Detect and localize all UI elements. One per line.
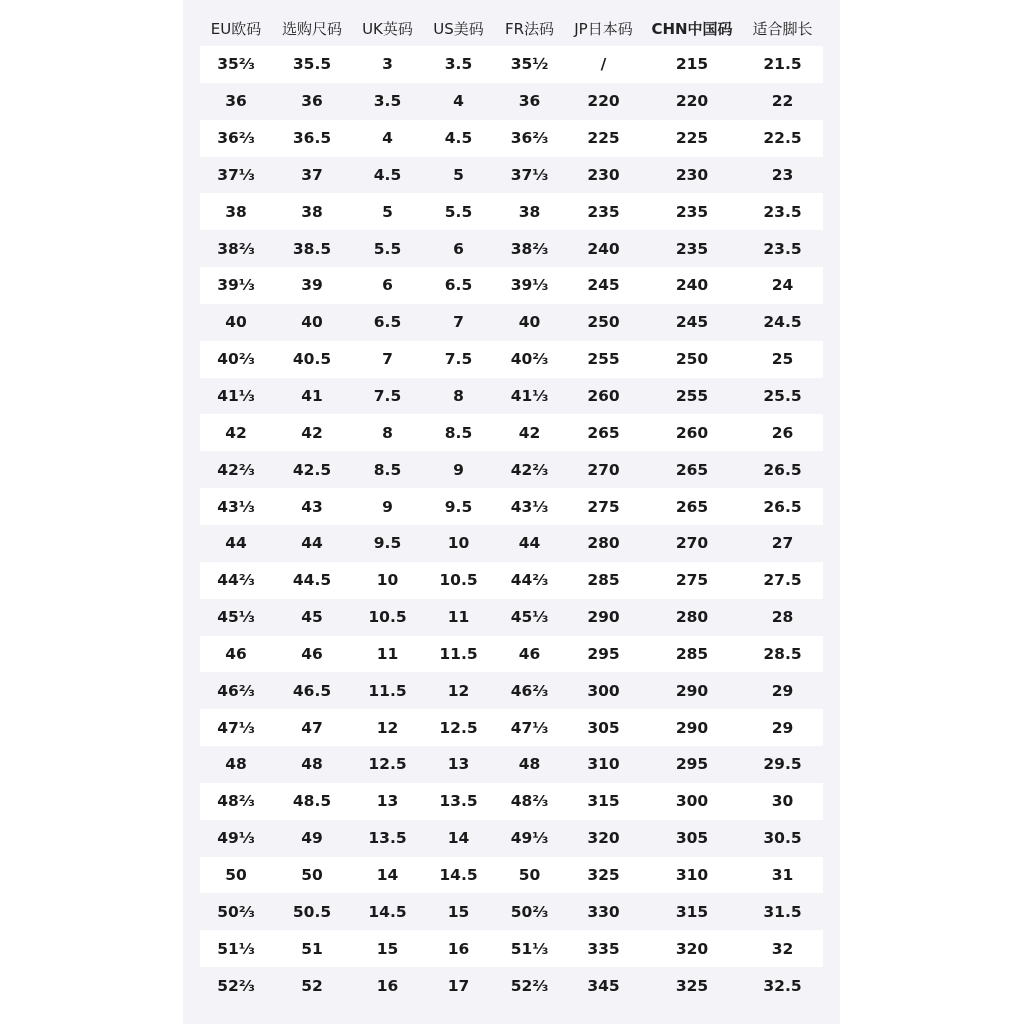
cell-uk-size: 6.5	[352, 304, 423, 341]
cell-chn-size: 230	[642, 157, 742, 194]
cell-eu-size: 46⅔	[200, 672, 272, 709]
cell-foot-length: 31.5	[742, 893, 823, 930]
table-row	[200, 820, 823, 857]
table-row	[200, 341, 823, 378]
cell-uk-size: 8.5	[352, 451, 423, 488]
header-uk: UK英码	[362, 19, 413, 38]
table-row	[200, 746, 823, 783]
cell-eu-size: 47⅓	[200, 709, 272, 746]
cell-foot-length: 27.5	[742, 562, 823, 599]
cell-chn-size: 265	[642, 488, 742, 525]
cell-purchase-size: 51	[272, 930, 352, 967]
cell-purchase-size: 39	[272, 267, 352, 304]
cell-purchase-size: 44.5	[272, 562, 352, 599]
cell-chn-size: 295	[642, 746, 742, 783]
cell-foot-length: 28.5	[742, 636, 823, 673]
cell-uk-size: 14	[352, 857, 423, 894]
cell-eu-size: 40⅔	[200, 341, 272, 378]
cell-foot-length: 26	[742, 414, 823, 451]
cell-chn-size: 260	[642, 414, 742, 451]
cell-uk-size: 10	[352, 562, 423, 599]
cell-fr-size: 40	[494, 304, 565, 341]
cell-jp-size: 225	[565, 120, 642, 157]
cell-purchase-size: 48	[272, 746, 352, 783]
cell-purchase-size: 41	[272, 378, 352, 415]
cell-eu-size: 46	[200, 636, 272, 673]
cell-eu-size: 40	[200, 304, 272, 341]
cell-eu-size: 50	[200, 857, 272, 894]
table-body	[200, 46, 823, 1004]
table-row	[200, 930, 823, 967]
cell-us-size: 3.5	[423, 46, 494, 83]
cell-us-size: 8.5	[423, 414, 494, 451]
cell-uk-size: 3.5	[352, 83, 423, 120]
cell-uk-size: 14.5	[352, 893, 423, 930]
cell-fr-size: 44	[494, 525, 565, 562]
cell-eu-size: 51⅓	[200, 930, 272, 967]
cell-uk-size: 7.5	[352, 378, 423, 415]
cell-uk-size: 4.5	[352, 157, 423, 194]
cell-foot-length: 31	[742, 857, 823, 894]
header-fr: FR法码	[504, 19, 555, 38]
cell-jp-size: 290	[565, 599, 642, 636]
table-row	[200, 967, 823, 1004]
cell-foot-length: 30	[742, 783, 823, 820]
table-row	[200, 451, 823, 488]
cell-us-size: 11	[423, 599, 494, 636]
cell-uk-size: 5.5	[352, 230, 423, 267]
cell-jp-size: 270	[565, 451, 642, 488]
cell-fr-size: 41⅓	[494, 378, 565, 415]
cell-eu-size: 36⅔	[200, 120, 272, 157]
cell-jp-size: 235	[565, 193, 642, 230]
cell-us-size: 12	[423, 672, 494, 709]
cell-us-size: 12.5	[423, 709, 494, 746]
cell-fr-size: 49⅓	[494, 820, 565, 857]
cell-jp-size: 285	[565, 562, 642, 599]
cell-foot-length: 24.5	[742, 304, 823, 341]
cell-uk-size: 3	[352, 46, 423, 83]
size-chart-panel	[183, 0, 840, 1024]
cell-fr-size: 43⅓	[494, 488, 565, 525]
cell-us-size: 16	[423, 930, 494, 967]
cell-chn-size: 265	[642, 451, 742, 488]
cell-fr-size: 51⅓	[494, 930, 565, 967]
table-row	[200, 636, 823, 673]
cell-fr-size: 42⅔	[494, 451, 565, 488]
cell-foot-length: 22	[742, 83, 823, 120]
cell-eu-size: 44	[200, 525, 272, 562]
cell-us-size: 10.5	[423, 562, 494, 599]
table-row	[200, 120, 823, 157]
cell-uk-size: 7	[352, 341, 423, 378]
cell-eu-size: 38⅔	[200, 230, 272, 267]
table-row	[200, 709, 823, 746]
cell-us-size: 7.5	[423, 341, 494, 378]
cell-fr-size: 36⅔	[494, 120, 565, 157]
cell-foot-length: 29	[742, 672, 823, 709]
cell-jp-size: 220	[565, 83, 642, 120]
cell-us-size: 4.5	[423, 120, 494, 157]
cell-foot-length: 25	[742, 341, 823, 378]
table-row	[200, 599, 823, 636]
cell-fr-size: 52⅔	[494, 967, 565, 1004]
cell-uk-size: 15	[352, 930, 423, 967]
cell-us-size: 14	[423, 820, 494, 857]
cell-jp-size: 315	[565, 783, 642, 820]
cell-eu-size: 48	[200, 746, 272, 783]
table-row	[200, 857, 823, 894]
cell-purchase-size: 38.5	[272, 230, 352, 267]
header-row	[200, 10, 823, 46]
cell-eu-size: 35⅔	[200, 46, 272, 83]
cell-foot-length: 23	[742, 157, 823, 194]
cell-foot-length: 29	[742, 709, 823, 746]
cell-jp-size: 265	[565, 414, 642, 451]
cell-uk-size: 10.5	[352, 599, 423, 636]
cell-chn-size: 235	[642, 230, 742, 267]
cell-chn-size: 270	[642, 525, 742, 562]
cell-foot-length: 27	[742, 525, 823, 562]
table-header	[200, 10, 823, 46]
cell-jp-size: 230	[565, 157, 642, 194]
cell-chn-size: 255	[642, 378, 742, 415]
cell-eu-size: 43⅓	[200, 488, 272, 525]
cell-chn-size: 280	[642, 599, 742, 636]
cell-jp-size: 250	[565, 304, 642, 341]
cell-uk-size: 12.5	[352, 746, 423, 783]
cell-foot-length: 30.5	[742, 820, 823, 857]
table-row	[200, 414, 823, 451]
cell-foot-length: 29.5	[742, 746, 823, 783]
cell-chn-size: 250	[642, 341, 742, 378]
table-row	[200, 157, 823, 194]
cell-uk-size: 8	[352, 414, 423, 451]
cell-eu-size: 39⅓	[200, 267, 272, 304]
cell-chn-size: 300	[642, 783, 742, 820]
cell-eu-size: 42	[200, 414, 272, 451]
cell-fr-size: 39⅓	[494, 267, 565, 304]
cell-jp-size: 255	[565, 341, 642, 378]
cell-purchase-size: 47	[272, 709, 352, 746]
cell-purchase-size: 46	[272, 636, 352, 673]
cell-chn-size: 285	[642, 636, 742, 673]
cell-uk-size: 5	[352, 193, 423, 230]
cell-purchase-size: 42	[272, 414, 352, 451]
cell-chn-size: 305	[642, 820, 742, 857]
size-chart-table	[200, 10, 823, 1004]
cell-chn-size: 315	[642, 893, 742, 930]
table-row	[200, 230, 823, 267]
cell-foot-length: 22.5	[742, 120, 823, 157]
header-jp: JP日本码	[574, 19, 633, 38]
cell-eu-size: 37⅓	[200, 157, 272, 194]
cell-purchase-size: 44	[272, 525, 352, 562]
cell-eu-size: 50⅔	[200, 893, 272, 930]
cell-chn-size: 225	[642, 120, 742, 157]
cell-eu-size: 36	[200, 83, 272, 120]
header-purchase-size: 选购尺码	[281, 19, 342, 38]
cell-chn-size: 245	[642, 304, 742, 341]
cell-foot-length: 32	[742, 930, 823, 967]
cell-foot-length: 28	[742, 599, 823, 636]
cell-fr-size: 37⅓	[494, 157, 565, 194]
cell-fr-size: 44⅔	[494, 562, 565, 599]
cell-purchase-size: 36	[272, 83, 352, 120]
cell-jp-size: 310	[565, 746, 642, 783]
cell-purchase-size: 48.5	[272, 783, 352, 820]
cell-purchase-size: 35.5	[272, 46, 352, 83]
cell-foot-length: 25.5	[742, 378, 823, 415]
cell-jp-size: 305	[565, 709, 642, 746]
cell-fr-size: 40⅔	[494, 341, 565, 378]
cell-fr-size: 50⅔	[494, 893, 565, 930]
cell-jp-size: /	[565, 46, 642, 83]
cell-purchase-size: 36.5	[272, 120, 352, 157]
cell-chn-size: 275	[642, 562, 742, 599]
cell-purchase-size: 49	[272, 820, 352, 857]
cell-us-size: 10	[423, 525, 494, 562]
cell-chn-size: 215	[642, 46, 742, 83]
cell-us-size: 5	[423, 157, 494, 194]
cell-purchase-size: 50	[272, 857, 352, 894]
cell-eu-size: 48⅔	[200, 783, 272, 820]
cell-fr-size: 47⅓	[494, 709, 565, 746]
cell-fr-size: 48⅔	[494, 783, 565, 820]
cell-chn-size: 310	[642, 857, 742, 894]
cell-eu-size: 44⅔	[200, 562, 272, 599]
table-row	[200, 83, 823, 120]
cell-eu-size: 49⅓	[200, 820, 272, 857]
cell-us-size: 13.5	[423, 783, 494, 820]
cell-jp-size: 280	[565, 525, 642, 562]
cell-foot-length: 21.5	[742, 46, 823, 83]
cell-jp-size: 300	[565, 672, 642, 709]
header-eu: EU欧码	[210, 19, 262, 38]
table-row	[200, 488, 823, 525]
cell-jp-size: 275	[565, 488, 642, 525]
cell-jp-size: 325	[565, 857, 642, 894]
cell-us-size: 9	[423, 451, 494, 488]
cell-foot-length: 23.5	[742, 230, 823, 267]
header-us: US美码	[433, 19, 484, 38]
cell-eu-size: 41⅓	[200, 378, 272, 415]
cell-chn-size: 325	[642, 967, 742, 1004]
table-row	[200, 267, 823, 304]
header-chn: CHN中国码	[651, 19, 733, 38]
table-row	[200, 525, 823, 562]
cell-foot-length: 24	[742, 267, 823, 304]
table-row	[200, 893, 823, 930]
cell-uk-size: 11	[352, 636, 423, 673]
cell-purchase-size: 45	[272, 599, 352, 636]
table-row	[200, 304, 823, 341]
cell-eu-size: 38	[200, 193, 272, 230]
cell-jp-size: 245	[565, 267, 642, 304]
cell-fr-size: 46⅔	[494, 672, 565, 709]
table-row	[200, 46, 823, 83]
cell-purchase-size: 40	[272, 304, 352, 341]
cell-us-size: 4	[423, 83, 494, 120]
cell-us-size: 6	[423, 230, 494, 267]
cell-jp-size: 295	[565, 636, 642, 673]
cell-chn-size: 235	[642, 193, 742, 230]
cell-fr-size: 35½	[494, 46, 565, 83]
cell-fr-size: 50	[494, 857, 565, 894]
cell-uk-size: 9.5	[352, 525, 423, 562]
cell-us-size: 6.5	[423, 267, 494, 304]
cell-fr-size: 38⅔	[494, 230, 565, 267]
cell-uk-size: 16	[352, 967, 423, 1004]
cell-chn-size: 290	[642, 709, 742, 746]
cell-fr-size: 45⅓	[494, 599, 565, 636]
cell-chn-size: 320	[642, 930, 742, 967]
cell-eu-size: 42⅔	[200, 451, 272, 488]
cell-purchase-size: 40.5	[272, 341, 352, 378]
cell-fr-size: 36	[494, 83, 565, 120]
cell-us-size: 15	[423, 893, 494, 930]
header-foot-length: 适合脚长	[752, 19, 813, 38]
cell-us-size: 11.5	[423, 636, 494, 673]
cell-purchase-size: 52	[272, 967, 352, 1004]
table-row	[200, 193, 823, 230]
cell-purchase-size: 37	[272, 157, 352, 194]
cell-foot-length: 23.5	[742, 193, 823, 230]
cell-uk-size: 12	[352, 709, 423, 746]
cell-fr-size: 46	[494, 636, 565, 673]
cell-jp-size: 335	[565, 930, 642, 967]
table-row	[200, 562, 823, 599]
cell-us-size: 9.5	[423, 488, 494, 525]
cell-purchase-size: 50.5	[272, 893, 352, 930]
cell-uk-size: 11.5	[352, 672, 423, 709]
cell-foot-length: 32.5	[742, 967, 823, 1004]
cell-jp-size: 260	[565, 378, 642, 415]
cell-jp-size: 320	[565, 820, 642, 857]
table-row	[200, 783, 823, 820]
cell-fr-size: 42	[494, 414, 565, 451]
table-row	[200, 378, 823, 415]
cell-purchase-size: 38	[272, 193, 352, 230]
cell-uk-size: 13.5	[352, 820, 423, 857]
cell-us-size: 8	[423, 378, 494, 415]
cell-eu-size: 52⅔	[200, 967, 272, 1004]
cell-us-size: 13	[423, 746, 494, 783]
cell-jp-size: 240	[565, 230, 642, 267]
cell-uk-size: 9	[352, 488, 423, 525]
cell-fr-size: 48	[494, 746, 565, 783]
cell-us-size: 14.5	[423, 857, 494, 894]
cell-eu-size: 45⅓	[200, 599, 272, 636]
cell-foot-length: 26.5	[742, 488, 823, 525]
cell-chn-size: 220	[642, 83, 742, 120]
cell-uk-size: 4	[352, 120, 423, 157]
cell-us-size: 17	[423, 967, 494, 1004]
cell-jp-size: 345	[565, 967, 642, 1004]
cell-foot-length: 26.5	[742, 451, 823, 488]
cell-chn-size: 240	[642, 267, 742, 304]
cell-purchase-size: 42.5	[272, 451, 352, 488]
table-row	[200, 672, 823, 709]
cell-uk-size: 13	[352, 783, 423, 820]
cell-jp-size: 330	[565, 893, 642, 930]
cell-uk-size: 6	[352, 267, 423, 304]
cell-purchase-size: 46.5	[272, 672, 352, 709]
cell-fr-size: 38	[494, 193, 565, 230]
cell-us-size: 5.5	[423, 193, 494, 230]
cell-chn-size: 290	[642, 672, 742, 709]
cell-purchase-size: 43	[272, 488, 352, 525]
cell-us-size: 7	[423, 304, 494, 341]
